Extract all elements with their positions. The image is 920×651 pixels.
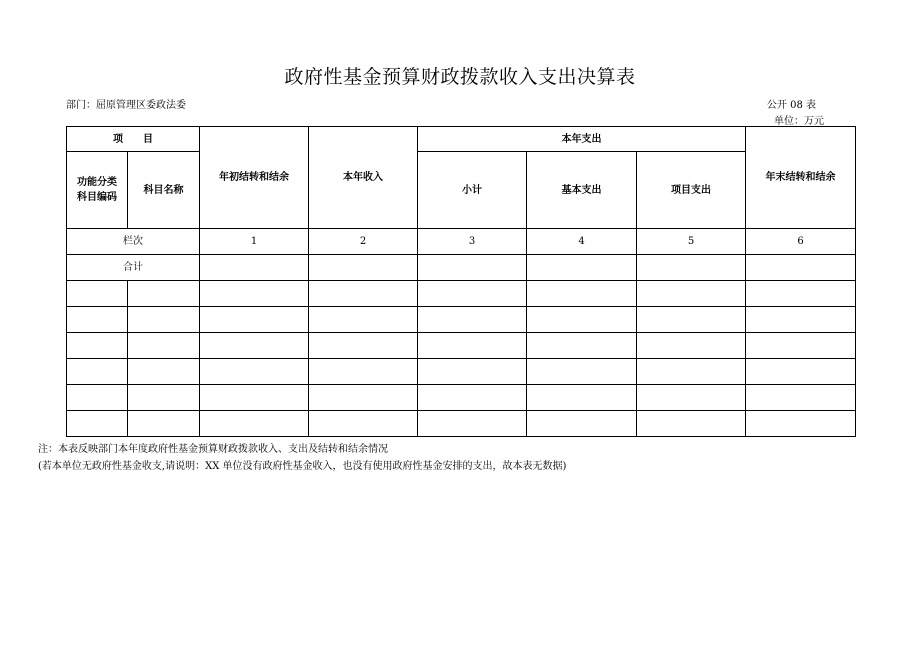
table-cell (418, 307, 527, 333)
header-opening-balance: 年初结转和结余 (200, 127, 309, 229)
header-income: 本年收入 (309, 127, 418, 229)
table-cell (637, 359, 746, 385)
table-row (67, 385, 856, 411)
table-cell (418, 281, 527, 307)
header-row-2 (67, 152, 856, 229)
table-cell (527, 255, 637, 281)
table-cell (309, 411, 418, 437)
table-cell (746, 255, 856, 281)
table-cell (200, 281, 309, 307)
table-row (67, 411, 856, 437)
table-cell (128, 307, 200, 333)
budget-table (66, 126, 856, 437)
table-row (67, 333, 856, 359)
table-cell (67, 281, 128, 307)
table-cell (128, 411, 200, 437)
table-cell (309, 255, 418, 281)
table-row (67, 307, 856, 333)
table-cell (527, 281, 637, 307)
table-cell (200, 411, 309, 437)
table-cell (418, 411, 527, 437)
table-cell (200, 385, 309, 411)
table-cell (67, 359, 128, 385)
table-cell (128, 333, 200, 359)
unit-label: 单位：万元 (774, 116, 824, 127)
index-row-label: 栏次 (67, 229, 200, 255)
table-cell (200, 307, 309, 333)
table-cell (67, 333, 128, 359)
index-cell: 3 (418, 229, 527, 255)
index-cell: 5 (637, 229, 746, 255)
table-cell (527, 411, 637, 437)
table-cell (200, 359, 309, 385)
table-cell (418, 385, 527, 411)
index-cell: 1 (200, 229, 309, 255)
table-cell (637, 411, 746, 437)
table-row (67, 281, 856, 307)
department-label: 部门：屈原管理区委政法委 (66, 100, 186, 111)
index-row (67, 229, 856, 255)
table-cell (67, 307, 128, 333)
table-cell (309, 385, 418, 411)
table-cell (527, 385, 637, 411)
header-subject-name: 科目名称 (128, 152, 200, 229)
table-cell (637, 307, 746, 333)
header-item: 项 目 (67, 127, 200, 152)
table-row (67, 359, 856, 385)
table-cell (746, 359, 856, 385)
table-cell (67, 411, 128, 437)
header-func-code: 功能分类科目编码 (67, 152, 128, 229)
table-cell (128, 385, 200, 411)
index-cell: 4 (527, 229, 637, 255)
page-title: 政府性基金预算财政拨款收入支出决算表 (284, 66, 636, 88)
table-cell (67, 385, 128, 411)
footnote-instruction: (若本单位无政府性基金收支,请说明：XX 单位没有政府性基金收入，也没有使用政府性基金安排的支出，故本表无数据) (38, 461, 567, 472)
table-cell (746, 307, 856, 333)
table-cell (527, 307, 637, 333)
header-project-expense: 项目支出 (637, 152, 746, 229)
table-cell (637, 281, 746, 307)
table-cell (418, 255, 527, 281)
table-cell (200, 255, 309, 281)
table-cell (527, 333, 637, 359)
table-cell (637, 385, 746, 411)
table-cell (746, 385, 856, 411)
header-closing-balance: 年末结转和结余 (746, 127, 856, 229)
table-cell (746, 411, 856, 437)
table-cell (309, 333, 418, 359)
header-expense-group: 本年支出 (418, 127, 746, 152)
table-cell (200, 333, 309, 359)
table-cell (746, 281, 856, 307)
total-row (67, 255, 856, 281)
header-subtotal: 小计 (418, 152, 527, 229)
table-cell (309, 281, 418, 307)
index-cell: 6 (746, 229, 856, 255)
table-cell (309, 307, 418, 333)
table-cell (309, 359, 418, 385)
footnote: 注：本表反映部门本年度政府性基金预算财政拨款收入、支出及结转和结余情况 (38, 444, 388, 455)
table-cell (418, 333, 527, 359)
table-cell (418, 359, 527, 385)
table-cell (527, 359, 637, 385)
table-number: 公开 08 表 (766, 100, 816, 111)
table-cell (637, 255, 746, 281)
table-cell (637, 333, 746, 359)
table-cell (128, 281, 200, 307)
table-cell (128, 359, 200, 385)
header-row-1 (67, 127, 856, 152)
header-basic-expense: 基本支出 (527, 152, 637, 229)
table-cell (746, 333, 856, 359)
total-row-label: 合计 (67, 255, 200, 281)
index-cell: 2 (309, 229, 418, 255)
